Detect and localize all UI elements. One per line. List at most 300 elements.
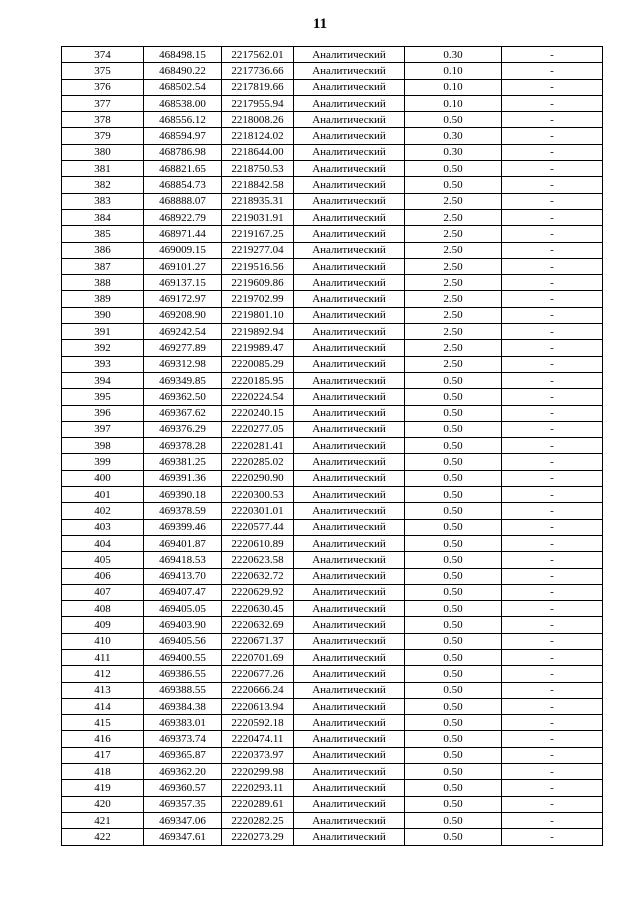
- x-coordinate-cell: 469349.85: [144, 372, 222, 388]
- x-coordinate-cell: 469383.01: [144, 715, 222, 731]
- method-cell: Аналитический: [294, 177, 405, 193]
- method-cell: Аналитический: [294, 568, 405, 584]
- table-row: [62, 95, 603, 111]
- point-number-cell: 377: [62, 95, 144, 111]
- note-cell: -: [502, 796, 603, 812]
- accuracy-cell: 0.50: [405, 666, 502, 682]
- table-row: [62, 242, 603, 258]
- point-number-cell: 415: [62, 715, 144, 731]
- table-row: [62, 193, 603, 209]
- accuracy-cell: 0.50: [405, 682, 502, 698]
- x-coordinate-cell: 469362.50: [144, 389, 222, 405]
- accuracy-cell: 0.50: [405, 829, 502, 845]
- note-cell: -: [502, 568, 603, 584]
- table-row: [62, 405, 603, 421]
- point-number-cell: 410: [62, 633, 144, 649]
- table-row: [62, 535, 603, 551]
- method-cell: Аналитический: [294, 503, 405, 519]
- accuracy-cell: 0.50: [405, 372, 502, 388]
- note-cell: -: [502, 275, 603, 291]
- note-cell: -: [502, 144, 603, 160]
- accuracy-cell: 0.50: [405, 487, 502, 503]
- table-row: [62, 324, 603, 340]
- y-coordinate-cell: 2220085.29: [222, 356, 294, 372]
- note-cell: -: [502, 372, 603, 388]
- y-coordinate-cell: 2217736.66: [222, 63, 294, 79]
- x-coordinate-cell: 468786.98: [144, 144, 222, 160]
- note-cell: -: [502, 503, 603, 519]
- point-number-cell: 408: [62, 601, 144, 617]
- note-cell: -: [502, 95, 603, 111]
- table-row: [62, 275, 603, 291]
- x-coordinate-cell: 469101.27: [144, 258, 222, 274]
- y-coordinate-cell: 2217562.01: [222, 47, 294, 63]
- accuracy-cell: 2.50: [405, 242, 502, 258]
- note-cell: -: [502, 226, 603, 242]
- note-cell: -: [502, 715, 603, 731]
- y-coordinate-cell: 2218124.02: [222, 128, 294, 144]
- accuracy-cell: 0.50: [405, 470, 502, 486]
- method-cell: Аналитический: [294, 356, 405, 372]
- accuracy-cell: 0.10: [405, 95, 502, 111]
- method-cell: Аналитический: [294, 487, 405, 503]
- y-coordinate-cell: 2219801.10: [222, 307, 294, 323]
- table-row: [62, 715, 603, 731]
- method-cell: Аналитический: [294, 633, 405, 649]
- note-cell: -: [502, 258, 603, 274]
- note-cell: -: [502, 389, 603, 405]
- y-coordinate-cell: 2219516.56: [222, 258, 294, 274]
- x-coordinate-cell: 469378.59: [144, 503, 222, 519]
- point-number-cell: 379: [62, 128, 144, 144]
- method-cell: Аналитический: [294, 340, 405, 356]
- x-coordinate-cell: 469362.20: [144, 764, 222, 780]
- note-cell: -: [502, 454, 603, 470]
- x-coordinate-cell: 469386.55: [144, 666, 222, 682]
- method-cell: Аналитический: [294, 584, 405, 600]
- accuracy-cell: 0.10: [405, 79, 502, 95]
- x-coordinate-cell: 469381.25: [144, 454, 222, 470]
- table-row: [62, 519, 603, 535]
- note-cell: -: [502, 193, 603, 209]
- x-coordinate-cell: 469312.98: [144, 356, 222, 372]
- table-row: [62, 649, 603, 665]
- table-row: [62, 747, 603, 763]
- note-cell: -: [502, 649, 603, 665]
- point-number-cell: 406: [62, 568, 144, 584]
- note-cell: -: [502, 812, 603, 828]
- table-row: [62, 291, 603, 307]
- point-number-cell: 381: [62, 161, 144, 177]
- table-row: [62, 128, 603, 144]
- point-number-cell: 412: [62, 666, 144, 682]
- note-cell: -: [502, 161, 603, 177]
- point-number-cell: 401: [62, 487, 144, 503]
- note-cell: -: [502, 307, 603, 323]
- table-row: [62, 356, 603, 372]
- x-coordinate-cell: 468490.22: [144, 63, 222, 79]
- y-coordinate-cell: 2219989.47: [222, 340, 294, 356]
- accuracy-cell: 0.50: [405, 405, 502, 421]
- x-coordinate-cell: 469384.38: [144, 698, 222, 714]
- y-coordinate-cell: 2219167.25: [222, 226, 294, 242]
- y-coordinate-cell: 2220592.18: [222, 715, 294, 731]
- accuracy-cell: 0.50: [405, 421, 502, 437]
- table-row: [62, 633, 603, 649]
- x-coordinate-cell: 469277.89: [144, 340, 222, 356]
- note-cell: -: [502, 633, 603, 649]
- accuracy-cell: 0.50: [405, 780, 502, 796]
- y-coordinate-cell: 2220701.69: [222, 649, 294, 665]
- accuracy-cell: 0.30: [405, 47, 502, 63]
- method-cell: Аналитический: [294, 209, 405, 225]
- x-coordinate-cell: 469400.55: [144, 649, 222, 665]
- x-coordinate-cell: 469413.70: [144, 568, 222, 584]
- y-coordinate-cell: 2218008.26: [222, 112, 294, 128]
- x-coordinate-cell: 469391.36: [144, 470, 222, 486]
- accuracy-cell: 2.50: [405, 307, 502, 323]
- point-number-cell: 405: [62, 552, 144, 568]
- method-cell: Аналитический: [294, 258, 405, 274]
- point-number-cell: 396: [62, 405, 144, 421]
- table-row: [62, 421, 603, 437]
- note-cell: -: [502, 682, 603, 698]
- y-coordinate-cell: 2220299.98: [222, 764, 294, 780]
- accuracy-cell: 0.50: [405, 438, 502, 454]
- method-cell: Аналитический: [294, 829, 405, 845]
- method-cell: Аналитический: [294, 144, 405, 160]
- note-cell: -: [502, 698, 603, 714]
- method-cell: Аналитический: [294, 63, 405, 79]
- accuracy-cell: 0.50: [405, 177, 502, 193]
- y-coordinate-cell: 2220610.89: [222, 535, 294, 551]
- point-number-cell: 383: [62, 193, 144, 209]
- method-cell: Аналитический: [294, 95, 405, 111]
- note-cell: -: [502, 470, 603, 486]
- y-coordinate-cell: 2218644.00: [222, 144, 294, 160]
- y-coordinate-cell: 2219609.86: [222, 275, 294, 291]
- method-cell: Аналитический: [294, 666, 405, 682]
- table-row: [62, 161, 603, 177]
- x-coordinate-cell: 468922.79: [144, 209, 222, 225]
- table-row: [62, 666, 603, 682]
- y-coordinate-cell: 2220632.72: [222, 568, 294, 584]
- accuracy-cell: 0.50: [405, 503, 502, 519]
- method-cell: Аналитический: [294, 715, 405, 731]
- method-cell: Аналитический: [294, 698, 405, 714]
- x-coordinate-cell: 468556.12: [144, 112, 222, 128]
- note-cell: -: [502, 63, 603, 79]
- method-cell: Аналитический: [294, 617, 405, 633]
- y-coordinate-cell: 2220677.26: [222, 666, 294, 682]
- table-row: [62, 307, 603, 323]
- method-cell: Аналитический: [294, 747, 405, 763]
- x-coordinate-cell: 469137.15: [144, 275, 222, 291]
- y-coordinate-cell: 2220671.37: [222, 633, 294, 649]
- accuracy-cell: 0.50: [405, 454, 502, 470]
- x-coordinate-cell: 469407.47: [144, 584, 222, 600]
- table-row: [62, 438, 603, 454]
- note-cell: -: [502, 242, 603, 258]
- x-coordinate-cell: 469378.28: [144, 438, 222, 454]
- method-cell: Аналитический: [294, 307, 405, 323]
- x-coordinate-cell: 469405.56: [144, 633, 222, 649]
- accuracy-cell: 0.30: [405, 128, 502, 144]
- x-coordinate-cell: 468888.07: [144, 193, 222, 209]
- table-row: [62, 568, 603, 584]
- x-coordinate-cell: 468498.15: [144, 47, 222, 63]
- x-coordinate-cell: 469390.18: [144, 487, 222, 503]
- note-cell: -: [502, 356, 603, 372]
- point-number-cell: 420: [62, 796, 144, 812]
- y-coordinate-cell: 2218842.58: [222, 177, 294, 193]
- point-number-cell: 402: [62, 503, 144, 519]
- accuracy-cell: 0.10: [405, 63, 502, 79]
- accuracy-cell: 0.50: [405, 389, 502, 405]
- note-cell: -: [502, 340, 603, 356]
- method-cell: Аналитический: [294, 438, 405, 454]
- note-cell: -: [502, 291, 603, 307]
- table-row: [62, 503, 603, 519]
- x-coordinate-cell: 469347.61: [144, 829, 222, 845]
- x-coordinate-cell: 468594.97: [144, 128, 222, 144]
- x-coordinate-cell: 469365.87: [144, 747, 222, 763]
- x-coordinate-cell: 469376.29: [144, 421, 222, 437]
- table-row: [62, 780, 603, 796]
- point-number-cell: 417: [62, 747, 144, 763]
- y-coordinate-cell: 2218750.53: [222, 161, 294, 177]
- note-cell: -: [502, 79, 603, 95]
- y-coordinate-cell: 2220224.54: [222, 389, 294, 405]
- table-row: [62, 47, 603, 63]
- note-cell: -: [502, 601, 603, 617]
- method-cell: Аналитический: [294, 128, 405, 144]
- method-cell: Аналитический: [294, 291, 405, 307]
- note-cell: -: [502, 829, 603, 845]
- accuracy-cell: 2.50: [405, 209, 502, 225]
- accuracy-cell: 0.50: [405, 731, 502, 747]
- y-coordinate-cell: 2220240.15: [222, 405, 294, 421]
- accuracy-cell: 0.50: [405, 747, 502, 763]
- note-cell: -: [502, 552, 603, 568]
- accuracy-cell: 2.50: [405, 275, 502, 291]
- x-coordinate-cell: 469347.06: [144, 812, 222, 828]
- table-row: [62, 454, 603, 470]
- note-cell: -: [502, 112, 603, 128]
- point-number-cell: 397: [62, 421, 144, 437]
- y-coordinate-cell: 2220277.05: [222, 421, 294, 437]
- y-coordinate-cell: 2220623.58: [222, 552, 294, 568]
- point-number-cell: 407: [62, 584, 144, 600]
- y-coordinate-cell: 2220293.11: [222, 780, 294, 796]
- accuracy-cell: 0.50: [405, 568, 502, 584]
- note-cell: -: [502, 487, 603, 503]
- accuracy-cell: 0.50: [405, 715, 502, 731]
- method-cell: Аналитический: [294, 764, 405, 780]
- accuracy-cell: 0.50: [405, 649, 502, 665]
- note-cell: -: [502, 324, 603, 340]
- point-number-cell: 389: [62, 291, 144, 307]
- x-coordinate-cell: 469373.74: [144, 731, 222, 747]
- accuracy-cell: 0.50: [405, 796, 502, 812]
- note-cell: -: [502, 747, 603, 763]
- method-cell: Аналитический: [294, 161, 405, 177]
- accuracy-cell: 2.50: [405, 340, 502, 356]
- method-cell: Аналитический: [294, 324, 405, 340]
- x-coordinate-cell: 469401.87: [144, 535, 222, 551]
- note-cell: -: [502, 666, 603, 682]
- table-row: [62, 764, 603, 780]
- point-number-cell: 413: [62, 682, 144, 698]
- method-cell: Аналитический: [294, 649, 405, 665]
- accuracy-cell: 2.50: [405, 324, 502, 340]
- point-number-cell: 388: [62, 275, 144, 291]
- accuracy-cell: 0.50: [405, 633, 502, 649]
- point-number-cell: 378: [62, 112, 144, 128]
- method-cell: Аналитический: [294, 780, 405, 796]
- method-cell: Аналитический: [294, 47, 405, 63]
- point-number-cell: 387: [62, 258, 144, 274]
- x-coordinate-cell: 469399.46: [144, 519, 222, 535]
- method-cell: Аналитический: [294, 79, 405, 95]
- y-coordinate-cell: 2220281.41: [222, 438, 294, 454]
- x-coordinate-cell: 468854.73: [144, 177, 222, 193]
- accuracy-cell: 0.50: [405, 535, 502, 551]
- y-coordinate-cell: 2220629.92: [222, 584, 294, 600]
- method-cell: Аналитический: [294, 242, 405, 258]
- point-number-cell: 375: [62, 63, 144, 79]
- note-cell: -: [502, 405, 603, 421]
- method-cell: Аналитический: [294, 535, 405, 551]
- table-row: [62, 209, 603, 225]
- coordinates-table-body: [62, 47, 603, 846]
- x-coordinate-cell: 469208.90: [144, 307, 222, 323]
- method-cell: Аналитический: [294, 454, 405, 470]
- point-number-cell: 376: [62, 79, 144, 95]
- y-coordinate-cell: 2220373.97: [222, 747, 294, 763]
- table-row: [62, 617, 603, 633]
- table-row: [62, 470, 603, 486]
- point-number-cell: 384: [62, 209, 144, 225]
- method-cell: Аналитический: [294, 552, 405, 568]
- point-number-cell: 394: [62, 372, 144, 388]
- table-row: [62, 79, 603, 95]
- y-coordinate-cell: 2219277.04: [222, 242, 294, 258]
- y-coordinate-cell: 2220273.29: [222, 829, 294, 845]
- x-coordinate-cell: 469242.54: [144, 324, 222, 340]
- table-row: [62, 601, 603, 617]
- table-row: [62, 389, 603, 405]
- accuracy-cell: 2.50: [405, 193, 502, 209]
- point-number-cell: 398: [62, 438, 144, 454]
- point-number-cell: 386: [62, 242, 144, 258]
- y-coordinate-cell: 2219702.99: [222, 291, 294, 307]
- point-number-cell: 404: [62, 535, 144, 551]
- note-cell: -: [502, 780, 603, 796]
- method-cell: Аналитический: [294, 519, 405, 535]
- point-number-cell: 414: [62, 698, 144, 714]
- table-row: [62, 258, 603, 274]
- point-number-cell: 400: [62, 470, 144, 486]
- point-number-cell: 411: [62, 649, 144, 665]
- accuracy-cell: 0.50: [405, 812, 502, 828]
- method-cell: Аналитический: [294, 389, 405, 405]
- accuracy-cell: 0.50: [405, 764, 502, 780]
- table-row: [62, 829, 603, 845]
- x-coordinate-cell: 469403.90: [144, 617, 222, 633]
- table-row: [62, 63, 603, 79]
- x-coordinate-cell: 468538.00: [144, 95, 222, 111]
- x-coordinate-cell: 468502.54: [144, 79, 222, 95]
- method-cell: Аналитический: [294, 372, 405, 388]
- point-number-cell: 385: [62, 226, 144, 242]
- point-number-cell: 374: [62, 47, 144, 63]
- method-cell: Аналитический: [294, 193, 405, 209]
- table-row: [62, 177, 603, 193]
- x-coordinate-cell: 469009.15: [144, 242, 222, 258]
- y-coordinate-cell: 2220289.61: [222, 796, 294, 812]
- x-coordinate-cell: 469418.53: [144, 552, 222, 568]
- point-number-cell: 419: [62, 780, 144, 796]
- x-coordinate-cell: 468971.44: [144, 226, 222, 242]
- method-cell: Аналитический: [294, 812, 405, 828]
- y-coordinate-cell: 2220666.24: [222, 682, 294, 698]
- coordinates-table: [61, 46, 603, 846]
- accuracy-cell: 0.50: [405, 552, 502, 568]
- point-number-cell: 390: [62, 307, 144, 323]
- accuracy-cell: 2.50: [405, 258, 502, 274]
- note-cell: -: [502, 209, 603, 225]
- method-cell: Аналитический: [294, 275, 405, 291]
- point-number-cell: 392: [62, 340, 144, 356]
- y-coordinate-cell: 2220290.90: [222, 470, 294, 486]
- method-cell: Аналитический: [294, 601, 405, 617]
- point-number-cell: 391: [62, 324, 144, 340]
- point-number-cell: 418: [62, 764, 144, 780]
- accuracy-cell: 0.50: [405, 584, 502, 600]
- accuracy-cell: 0.50: [405, 161, 502, 177]
- accuracy-cell: 2.50: [405, 291, 502, 307]
- note-cell: -: [502, 519, 603, 535]
- point-number-cell: 421: [62, 812, 144, 828]
- x-coordinate-cell: 469360.57: [144, 780, 222, 796]
- point-number-cell: 416: [62, 731, 144, 747]
- point-number-cell: 409: [62, 617, 144, 633]
- note-cell: -: [502, 617, 603, 633]
- table-row: [62, 112, 603, 128]
- point-number-cell: 393: [62, 356, 144, 372]
- table-row: [62, 584, 603, 600]
- note-cell: -: [502, 421, 603, 437]
- point-number-cell: 422: [62, 829, 144, 845]
- accuracy-cell: 0.50: [405, 601, 502, 617]
- page-number: 11: [312, 16, 328, 32]
- method-cell: Аналитический: [294, 405, 405, 421]
- y-coordinate-cell: 2220285.02: [222, 454, 294, 470]
- note-cell: -: [502, 177, 603, 193]
- y-coordinate-cell: 2217955.94: [222, 95, 294, 111]
- x-coordinate-cell: 469405.05: [144, 601, 222, 617]
- table-row: [62, 698, 603, 714]
- x-coordinate-cell: 469367.62: [144, 405, 222, 421]
- note-cell: -: [502, 731, 603, 747]
- point-number-cell: 399: [62, 454, 144, 470]
- table-row: [62, 682, 603, 698]
- accuracy-cell: 2.50: [405, 356, 502, 372]
- point-number-cell: 403: [62, 519, 144, 535]
- accuracy-cell: 0.50: [405, 112, 502, 128]
- y-coordinate-cell: 2218935.31: [222, 193, 294, 209]
